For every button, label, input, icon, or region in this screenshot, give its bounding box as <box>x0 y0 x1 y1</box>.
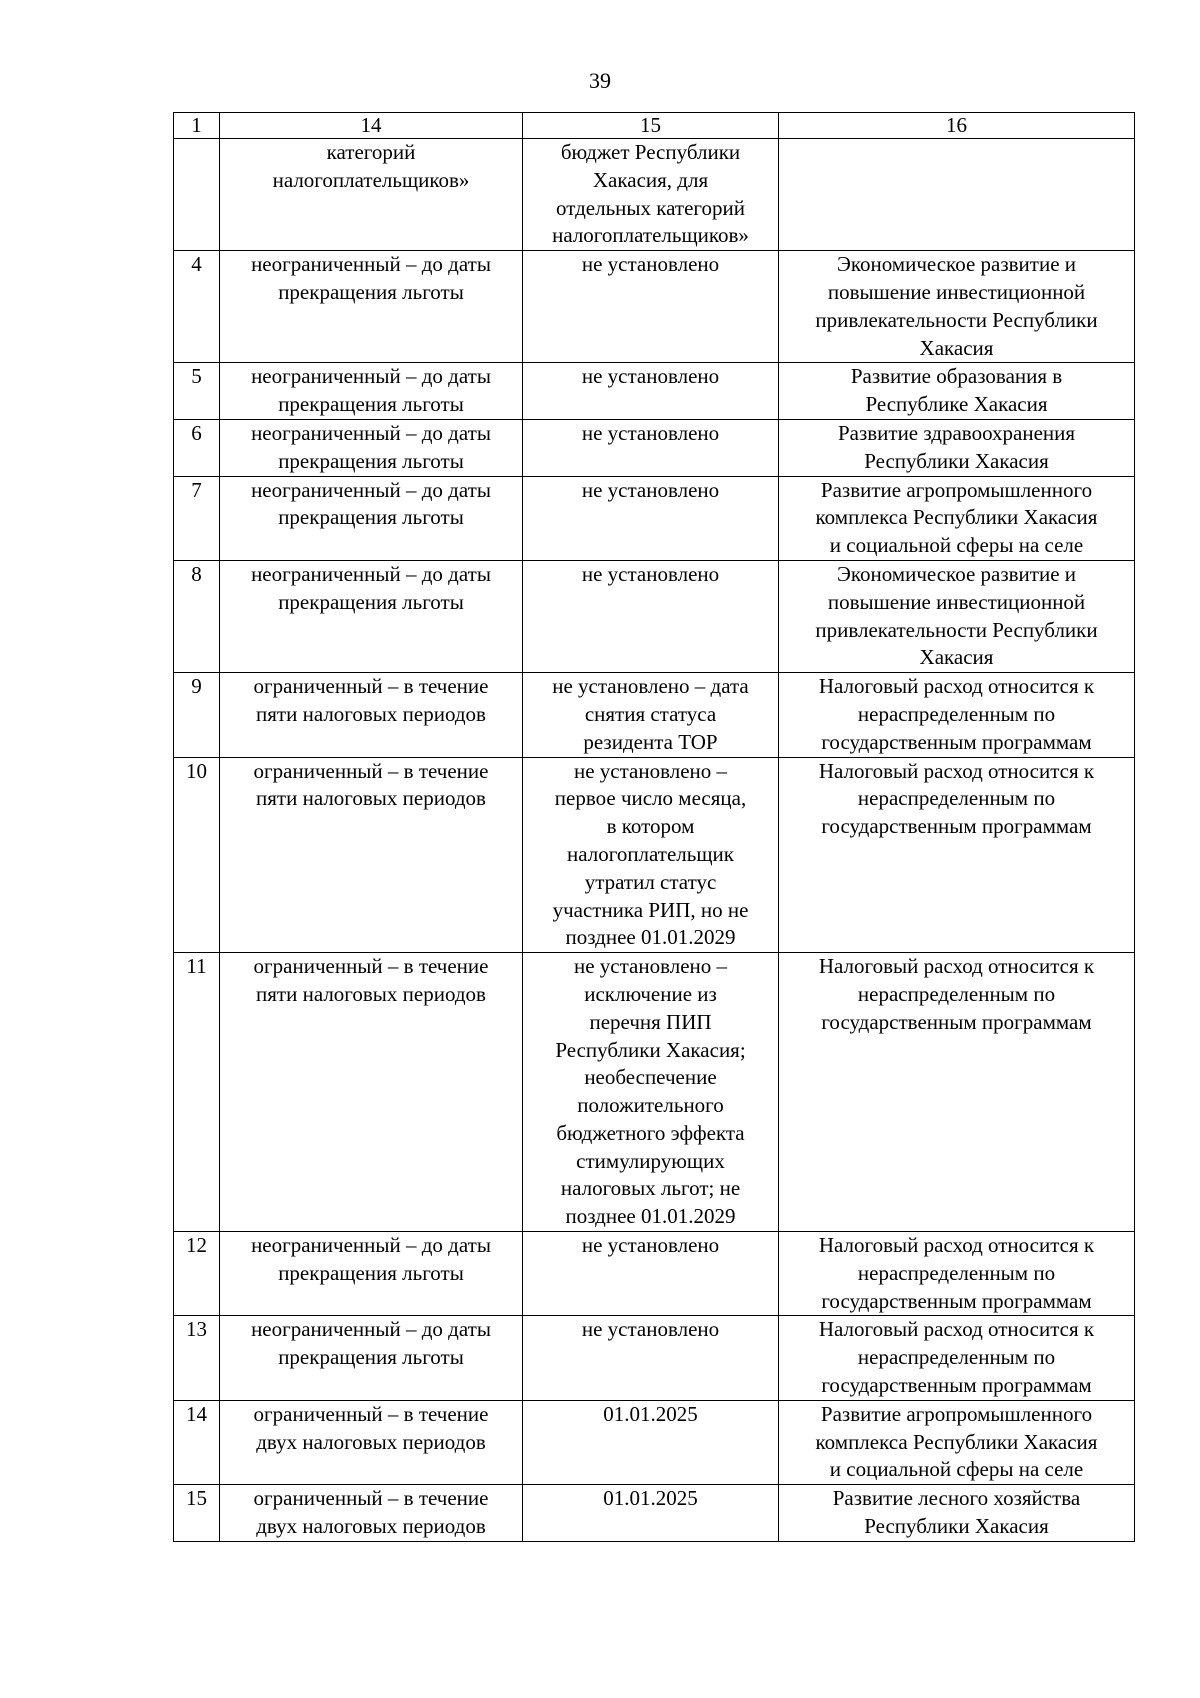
row-number-cell <box>174 1232 220 1316</box>
program-cell-text: Развитие здравоохранения Республики Хакасия <box>837 420 1076 473</box>
end-date-cell-text: не установлено – исключение из перечня ПИП Республики Хакасия; необеспечение положительного бюджетного эффекта стимулирующих налоговых льгот; не позднее 01.01.2029 <box>555 954 746 1229</box>
end-date-cell <box>523 673 779 757</box>
row-number-cell-text: 13 <box>186 1317 207 1342</box>
row-number-cell <box>174 1316 220 1400</box>
end-date-cell-text: не установлено <box>581 252 720 277</box>
row-number-cell <box>174 953 220 1232</box>
row-number-cell-text: 14 <box>186 1401 207 1426</box>
duration-cell-text: категорий налогоплательщиков» <box>272 140 470 192</box>
row-number-cell <box>174 139 220 251</box>
row-number-cell <box>174 476 220 560</box>
program-cell <box>779 757 1135 953</box>
table-row <box>174 1400 1135 1484</box>
tax-expenditure-table <box>173 112 1135 1542</box>
end-date-cell-text: не установлено <box>581 1233 720 1258</box>
duration-cell-text: ограниченный – в течение пяти налоговых периодов <box>253 758 489 811</box>
program-cell <box>779 953 1135 1232</box>
end-date-cell <box>523 560 779 672</box>
table-row <box>174 419 1135 476</box>
row-number-cell <box>174 673 220 757</box>
end-date-cell <box>523 1400 779 1484</box>
end-date-cell <box>523 1232 779 1316</box>
duration-cell <box>220 1400 523 1484</box>
duration-cell <box>220 560 523 672</box>
program-cell-text: Развитие образования в Республике Хакасия <box>850 364 1063 417</box>
duration-cell-text: неограниченный – до даты прекращения льготы <box>251 561 491 614</box>
table-row <box>174 953 1135 1232</box>
duration-cell-text: ограниченный – в течение пяти налоговых периодов <box>253 674 489 726</box>
table-row <box>174 1232 1135 1316</box>
program-cell-text: Развитие агропромышленного комплекса Республики Хакасия и социальной сферы на селе <box>815 1401 1098 1482</box>
duration-cell-text: неограниченный – до даты прекращения льготы <box>251 420 491 473</box>
duration-cell <box>220 139 523 251</box>
program-cell <box>779 560 1135 672</box>
duration-cell <box>220 251 523 363</box>
program-cell-text: Экономическое развитие и повышение инвестиционной привлекательности Республики Хакасия <box>815 561 1098 670</box>
program-cell-text: Развитие агропромышленного комплекса Республики Хакасия и социальной сферы на селе <box>815 477 1098 558</box>
table-row <box>174 560 1135 672</box>
duration-cell <box>220 363 523 420</box>
duration-cell <box>220 419 523 476</box>
program-cell <box>779 139 1135 251</box>
column-header-14: 14 <box>220 113 523 139</box>
row-number-cell <box>174 560 220 672</box>
duration-cell-text: ограниченный – в течение двух налоговых периодов <box>253 1401 489 1454</box>
end-date-cell-text: бюджет Республики Хакасия, для отдельных категорий налогоплательщиков» <box>552 140 749 248</box>
end-date-cell <box>523 953 779 1232</box>
column-header-1: 1 <box>174 113 220 139</box>
row-number-cell <box>174 1400 220 1484</box>
duration-cell-text: неограниченный – до даты прекращения льготы <box>251 477 491 530</box>
program-cell-text: Налоговый расход относится к нераспределенным по государственным программам <box>818 674 1095 754</box>
column-header-16: 16 <box>779 113 1135 139</box>
row-number-cell-text: 7 <box>191 477 202 502</box>
duration-cell <box>220 1485 523 1542</box>
duration-cell <box>220 673 523 757</box>
table-row <box>174 251 1135 363</box>
program-cell-text: Развитие лесного хозяйства Республики Хакасия <box>832 1486 1081 1539</box>
end-date-cell-text: не установлено <box>581 477 720 502</box>
program-cell <box>779 1485 1135 1542</box>
page-number: 39 <box>589 68 611 93</box>
duration-cell-text: ограниченный – в течение двух налоговых периодов <box>253 1486 489 1539</box>
program-cell <box>779 1316 1135 1400</box>
row-number-cell-text: 9 <box>191 674 202 699</box>
table-row <box>174 1485 1135 1542</box>
row-number-cell-text: 8 <box>191 561 202 586</box>
program-cell <box>779 1400 1135 1484</box>
row-number-cell <box>174 419 220 476</box>
duration-cell-text: неограниченный – до даты прекращения льготы <box>251 1317 491 1370</box>
program-cell-text: Налоговый расход относится к нераспределенным по государственным программам <box>818 758 1095 839</box>
duration-cell <box>220 1316 523 1400</box>
row-number-cell-text: 10 <box>186 758 207 783</box>
row-number-cell-text: 12 <box>186 1233 207 1258</box>
end-date-cell-text: не установлено <box>581 364 720 389</box>
duration-cell-text: неограниченный – до даты прекращения льготы <box>251 1233 491 1285</box>
row-number-cell <box>174 1485 220 1542</box>
table-row <box>174 476 1135 560</box>
end-date-cell <box>523 419 779 476</box>
end-date-cell-text: не установлено – дата снятия статуса резидента ТОР <box>552 674 749 754</box>
duration-cell-text: ограниченный – в течение пяти налоговых периодов <box>253 954 489 1006</box>
program-cell <box>779 251 1135 363</box>
end-date-cell-text: не установлено <box>581 1317 720 1342</box>
duration-cell <box>220 476 523 560</box>
row-number-cell <box>174 757 220 953</box>
program-cell <box>779 419 1135 476</box>
program-cell <box>779 1232 1135 1316</box>
column-header-15: 15 <box>523 113 779 139</box>
row-number-cell-text: 11 <box>186 954 207 979</box>
program-cell-text: Налоговый расход относится к нераспределенным по государственным программам <box>818 1317 1095 1398</box>
end-date-cell <box>523 251 779 363</box>
row-number-cell-text: 15 <box>186 1486 207 1511</box>
program-cell <box>779 476 1135 560</box>
table-row <box>174 757 1135 953</box>
table-header-row <box>174 113 1135 139</box>
end-date-cell <box>523 139 779 251</box>
end-date-cell <box>523 476 779 560</box>
end-date-cell <box>523 1485 779 1542</box>
end-date-cell-text: не установлено <box>581 561 720 586</box>
table-row <box>174 363 1135 420</box>
program-cell-text: Налоговый расход относится к нераспределенным по государственным программам <box>818 954 1095 1034</box>
duration-cell <box>220 1232 523 1316</box>
end-date-cell <box>523 757 779 953</box>
end-date-cell-text: не установлено – первое число месяца, в котором налогоплательщик утратил статус участника РИП, но не позднее 01.01.2029 <box>552 758 749 950</box>
end-date-cell <box>523 363 779 420</box>
table-row <box>174 139 1135 251</box>
program-cell-text: Экономическое развитие и повышение инвестиционной привлекательности Республики Хакасия <box>815 252 1098 360</box>
duration-cell <box>220 757 523 953</box>
table-body <box>174 139 1135 1542</box>
duration-cell <box>220 953 523 1232</box>
program-cell <box>779 673 1135 757</box>
end-date-cell-text: 01.01.2025 <box>603 1486 698 1511</box>
row-number-cell <box>174 363 220 420</box>
row-number-cell-text: 4 <box>191 252 202 277</box>
row-number-cell <box>174 251 220 363</box>
table-row <box>174 1316 1135 1400</box>
row-number-cell-text: 6 <box>191 420 202 445</box>
program-cell-text: Налоговый расход относится к нераспределенным по государственным программам <box>818 1233 1095 1313</box>
program-cell <box>779 363 1135 420</box>
end-date-cell-text: не установлено <box>581 420 720 445</box>
end-date-cell-text: 01.01.2025 <box>603 1401 698 1426</box>
duration-cell-text: неограниченный – до даты прекращения льготы <box>251 252 491 304</box>
duration-cell-text: неограниченный – до даты прекращения льготы <box>251 364 491 417</box>
table-row <box>174 673 1135 757</box>
end-date-cell <box>523 1316 779 1400</box>
row-number-cell-text: 5 <box>191 364 202 389</box>
